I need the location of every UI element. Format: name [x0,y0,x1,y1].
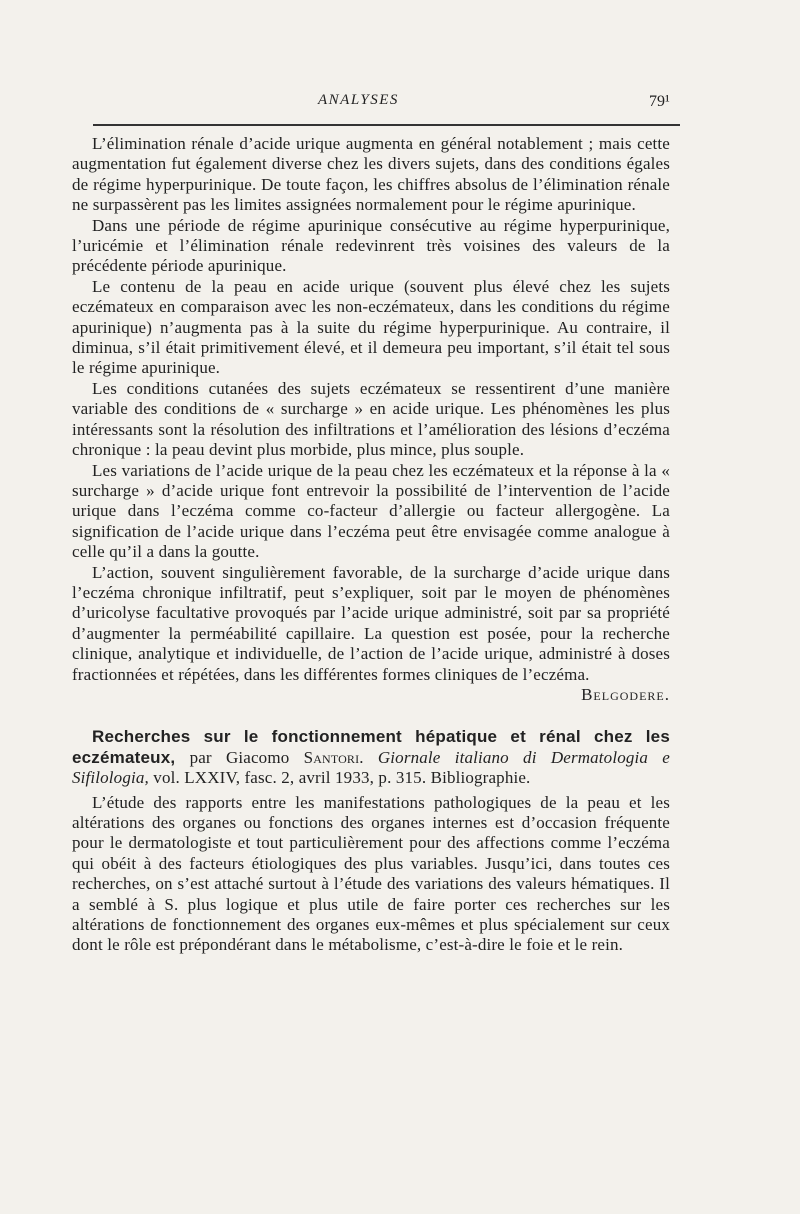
paragraph: Les conditions cutanées des sujets eczémateux se ressentirent d’une manière variable des conditions de « surcharge » en acide urique. Les phénomènes les plus intéressants sont la résolution des infiltrations et l’amélioration des lésions d’eczéma chronique : la peau devint plus morbide, plus mince, plus souple. [72,378,670,460]
running-title: ANALYSES [318,92,399,108]
article-citation: vol. LXXIV, fasc. 2, avril 1933, p. 315. Bibliographie. [148,768,531,788]
header-rule [93,124,680,126]
signature: Belgodere. [581,684,670,704]
paragraph: L’action, souvent singulièrement favorable, de la surcharge d’acide urique dans l’eczéma chronique infiltratif, peut s’expliquer, soit par le moyen de phénomènes d’uricolyse facultative provoqués par l’acide urique administré, soit par sa propriété d’augmenter la perméabilité capillaire. La question est posée, pour la recherche clinique, analytique et individuelle, de l’action de l’acide urique, administré à doses fractionnées et répétées, dans les différentes formes cliniques de l’eczéma. [72,562,670,684]
article-title: Recherches sur le fonctionnement hépatique et rénal chez les eczémateux, [72,727,670,767]
article-by: par Giacomo [175,747,304,767]
paragraph: Le contenu de la peau en acide urique (souvent plus élevé chez les sujets eczémateux en comparaison avec les non-eczémateux, dans les conditions du régime apurinique) n’augmenta pas à la suite du régime hyperpurinique. Au contraire, il diminua, s’il était primitivement élevé, et il demeura peu important, s’il était tel sous le régime apurinique. [72,276,670,378]
paragraph: L’étude des rapports entre les manifestations pathologiques de la peau et les altérations des organes ou fonctions des organes internes est d’occasion fréquente pour le dermatologiste et tout particulièrement pour des affections comme l’eczéma qui obéit à des facteurs étiologiques des plus variables. Jusqu’ici, dans toutes ces recherches, on s’est attaché surtout à l’étude des variations des valeurs hématiques. Il a semblé à S. plus logique et plus utile de faire porter ces recherches sur les altérations de fonctionnement des organes eux-mêmes et plus spécialement sur ceux dont le rôle est prépondérant dans le métabolisme, c’est-à-dire le foie et le rein. [72,792,670,955]
paragraph: Les variations de l’acide urique de la peau chez les eczémateux et la réponse à la « surcharge » d’acide urique font entrevoir la possibilité de l’intervention de l’acide urique dans l’eczéma comme co-facteur d’allergie ou facteur allergogène. La signification de l’acide urique dans l’eczéma peut être envisagée comme analogue à celle qu’il a dans la goutte. [72,460,670,562]
section-gap [72,705,670,727]
body-text [72,134,670,956]
paragraph: Dans une période de régime apurinique consécutive au régime hyperpurinique, l’uricémie et l’élimination rénale redevinrent très voisines des valeurs de la précédente période apurinique. [72,215,670,276]
article-heading [72,727,670,788]
article-author: Santori. [303,747,364,767]
page-number: 79¹ [649,93,670,110]
paragraph: L’élimination rénale d’acide urique augmenta en général notablement ; mais cette augmentation fut également diverse chez les divers sujets, dans des conditions égales de régime hyperpurinique. De toute façon, les chiffres absolus de l’élimination rénale ne surpassèrent pas les limites assignées normalement pour le régime apurinique. [72,134,670,215]
article-journal: Giornale italiano di Dermatologia e Sifilologia, [72,747,670,788]
running-head [0,88,800,118]
